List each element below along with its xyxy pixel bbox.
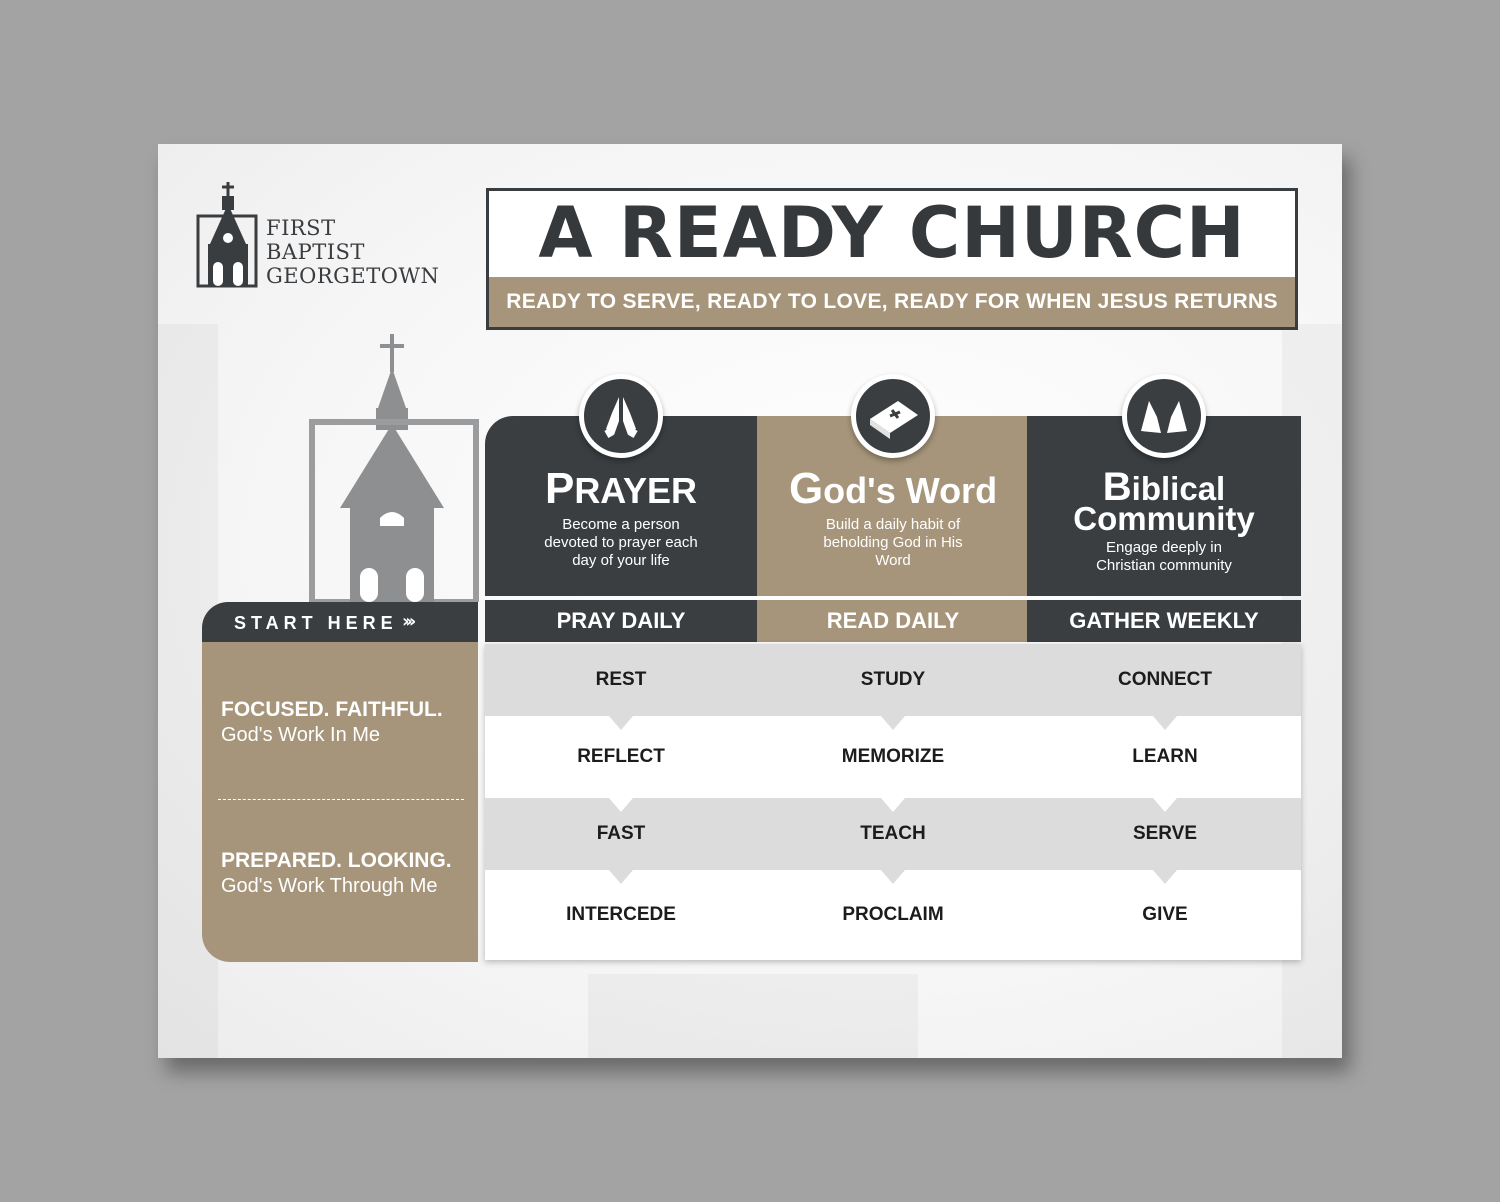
column-prayer bbox=[485, 416, 757, 596]
start-here-tab bbox=[202, 602, 478, 642]
grid-cell: PROCLAIM bbox=[842, 904, 944, 925]
column-title-initial: G bbox=[788, 464, 824, 513]
flyer-card bbox=[158, 144, 1342, 1058]
page-title: A READY CHURCH bbox=[538, 192, 1246, 274]
column-description: Build a daily habit of beholding God in His Word bbox=[823, 516, 963, 569]
column-title bbox=[485, 464, 757, 513]
title-box bbox=[486, 188, 1298, 330]
column-title-initial: B bbox=[1102, 465, 1132, 509]
down-pointer-icon bbox=[1153, 870, 1177, 884]
background-building bbox=[588, 974, 918, 1058]
church-name-line: BAPTIST bbox=[266, 240, 365, 264]
down-pointer-icon bbox=[881, 870, 905, 884]
action-label: GATHER WEEKLY bbox=[1069, 608, 1259, 633]
action-label: READ DAILY bbox=[826, 608, 960, 633]
column-title bbox=[1027, 465, 1301, 537]
steeple-illustration-icon bbox=[306, 332, 486, 602]
down-pointer-icon bbox=[609, 716, 633, 730]
grid-cell: SERVE bbox=[1132, 823, 1198, 844]
grid-cell: INTERCEDE bbox=[566, 904, 676, 925]
page-subtitle: READY TO SERVE, READY TO LOVE, READY FOR WHEN JESUS RETURNS bbox=[506, 290, 1278, 313]
church-name-line: FIRST bbox=[266, 216, 336, 240]
column-title-rest: od's Word bbox=[823, 470, 998, 511]
raised-hands-icon bbox=[1122, 374, 1206, 458]
church-name-line: GEORGETOWN bbox=[266, 264, 440, 288]
grid-cell: LEARN bbox=[1132, 746, 1198, 767]
column-description: Engage deeply in Christian community bbox=[1096, 539, 1232, 574]
column-title-rest: iblical bbox=[1131, 470, 1226, 507]
church-logo-icon bbox=[196, 182, 260, 290]
down-pointer-icon bbox=[1153, 716, 1177, 730]
start-here-label: START HERE bbox=[234, 613, 398, 633]
grid-cell: TEACH bbox=[860, 823, 926, 844]
column-description: Become a person devoted to prayer each day of your life bbox=[544, 516, 698, 569]
practice-grid bbox=[485, 644, 1301, 960]
bible-icon bbox=[851, 374, 935, 458]
action-bar bbox=[1027, 600, 1301, 642]
column-title-initial: P bbox=[544, 464, 575, 513]
praying-hands-icon bbox=[579, 374, 663, 458]
action-label: PRAY DAILY bbox=[556, 608, 686, 633]
dashed-divider bbox=[218, 799, 464, 800]
down-pointer-icon bbox=[1153, 798, 1177, 812]
down-pointer-icon bbox=[881, 798, 905, 812]
grid-cell: MEMORIZE bbox=[841, 746, 945, 767]
down-pointer-icon bbox=[609, 798, 633, 812]
action-bar bbox=[485, 600, 757, 642]
action-bar bbox=[757, 600, 1029, 642]
grid-cell: REST bbox=[595, 669, 647, 690]
down-pointer-icon bbox=[881, 716, 905, 730]
column-title-line2: Community bbox=[1073, 500, 1255, 537]
stage-subheading: God's Work In Me bbox=[221, 724, 381, 746]
column-biblical-community bbox=[1027, 416, 1301, 596]
grid-row bbox=[485, 644, 1301, 716]
column-title-rest: RAYER bbox=[574, 470, 698, 511]
church-name bbox=[266, 216, 439, 288]
column-gods-word bbox=[757, 416, 1029, 596]
grid-cell: STUDY bbox=[860, 669, 926, 690]
grid-cell: GIVE bbox=[1142, 904, 1188, 925]
grid-cell: REFLECT bbox=[577, 746, 665, 767]
down-pointer-icon bbox=[609, 870, 633, 884]
stage-subheading: God's Work Through Me bbox=[221, 875, 438, 897]
stage-heading: FOCUSED. FAITHFUL. bbox=[221, 698, 443, 721]
subtitle-bar bbox=[489, 277, 1295, 327]
church-logo bbox=[196, 182, 456, 292]
stage-heading: PREPARED. LOOKING. bbox=[221, 849, 452, 872]
grid-cell: FAST bbox=[596, 823, 646, 844]
stage-panel bbox=[202, 642, 478, 962]
grid-cell: CONNECT bbox=[1118, 669, 1212, 690]
chevrons-right-icon: ››› bbox=[402, 611, 413, 632]
column-title bbox=[757, 464, 1029, 513]
